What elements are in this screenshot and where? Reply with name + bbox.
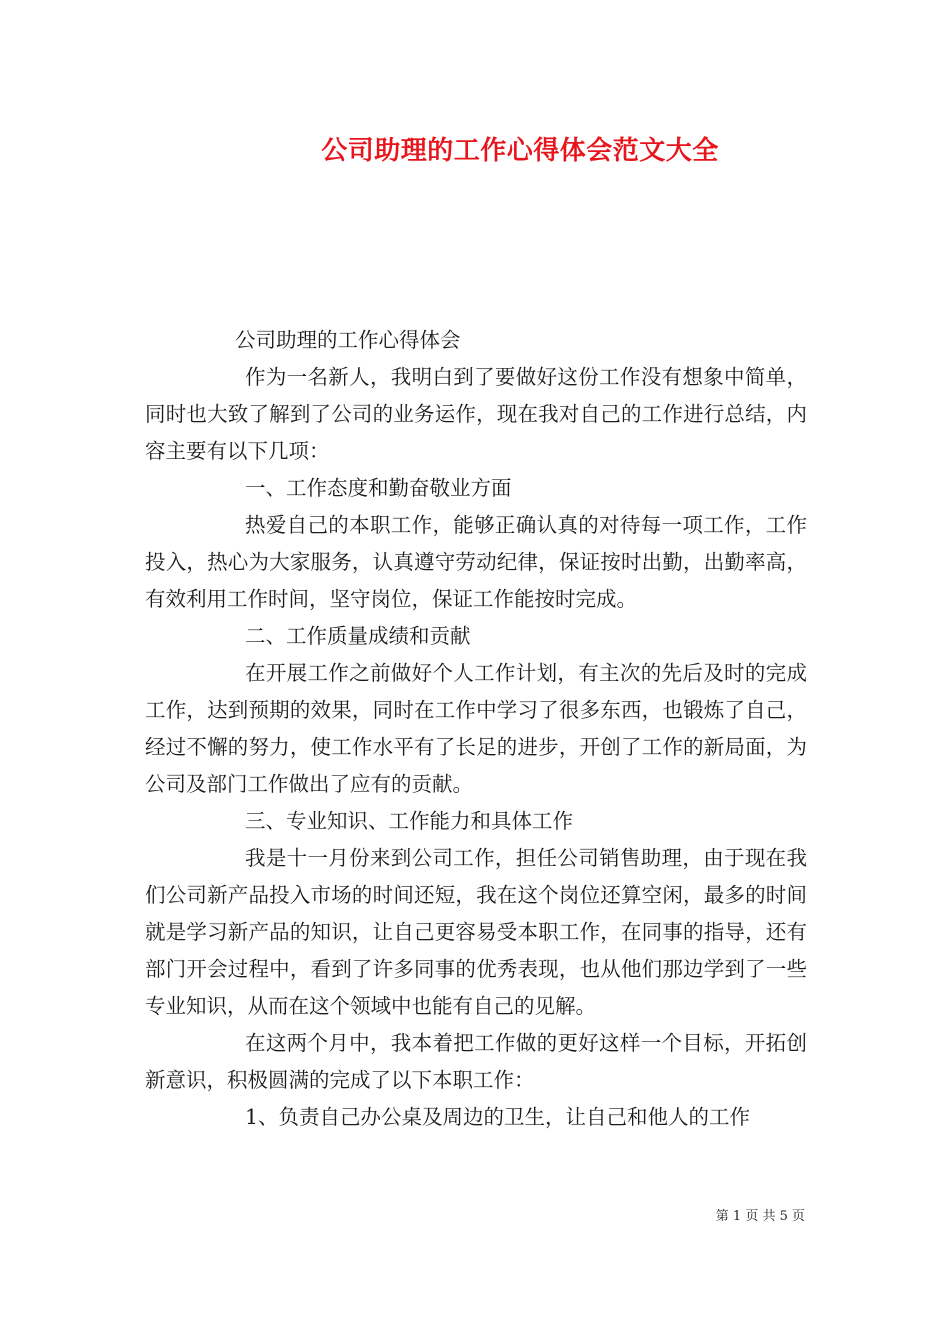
paragraph-attitude: 热爱自己的本职工作，能够正确认真的对待每一项工作，工作投入，热心为大家服务，认真遵守劳动纪律，保证按时出勤，出勤率高，有效利用工作时间，坚守岗位，保证工作能按时完成。 [145, 513, 807, 611]
paragraph-intro: 作为一名新人，我明白到了要做好这份工作没有想象中简单，同时也大致了解到了公司的业务运作，现在我对自己的工作进行总结，内容主要有以下几项： [145, 365, 807, 463]
section-heading-1: 一、工作态度和勤奋敬业方面 [245, 476, 512, 500]
section-heading-3: 三、专业知识、工作能力和具体工作 [245, 809, 573, 833]
document-title: 公司助理的工作心得体会范文大全 [321, 136, 719, 166]
paragraph-two-months: 在这两个月中，我本着把工作做的更好这样一个目标，开拓创新意识，积极圆满的完成了以下本职工作： [145, 1031, 807, 1092]
paragraph-knowledge: 我是十一月份来到公司工作，担任公司销售助理，由于现在我们公司新产品投入市场的时间还短，我在这个岗位还算空闲，最多的时间就是学习新产品的知识，让自己更容易受本职工作，在同事的指导，还有部门开会过程中，看到了许多同事的优秀表现，也从他们那边学到了一些专业知识，从而在这个领域中也能有自己的见解。 [145, 846, 807, 1018]
document-subtitle: 公司助理的工作心得体会 [235, 328, 461, 352]
document-body [145, 322, 807, 1136]
section-heading-2: 二、工作质量成绩和贡献 [245, 624, 471, 648]
paragraph-quality: 在开展工作之前做好个人工作计划，有主次的先后及时的完成工作，达到预期的效果，同时在工作中学习了很多东西，也锻炼了自己，经过不懈的努力，使工作水平有了长足的进步，开创了工作的新局面，为公司及部门工作做出了应有的贡献。 [145, 661, 807, 796]
page-number: 第 1 页 共 5 页 [715, 1209, 805, 1224]
paragraph-item-1: 1、负责自己办公桌及周边的卫生，让自己和他人的工作 [245, 1105, 751, 1129]
